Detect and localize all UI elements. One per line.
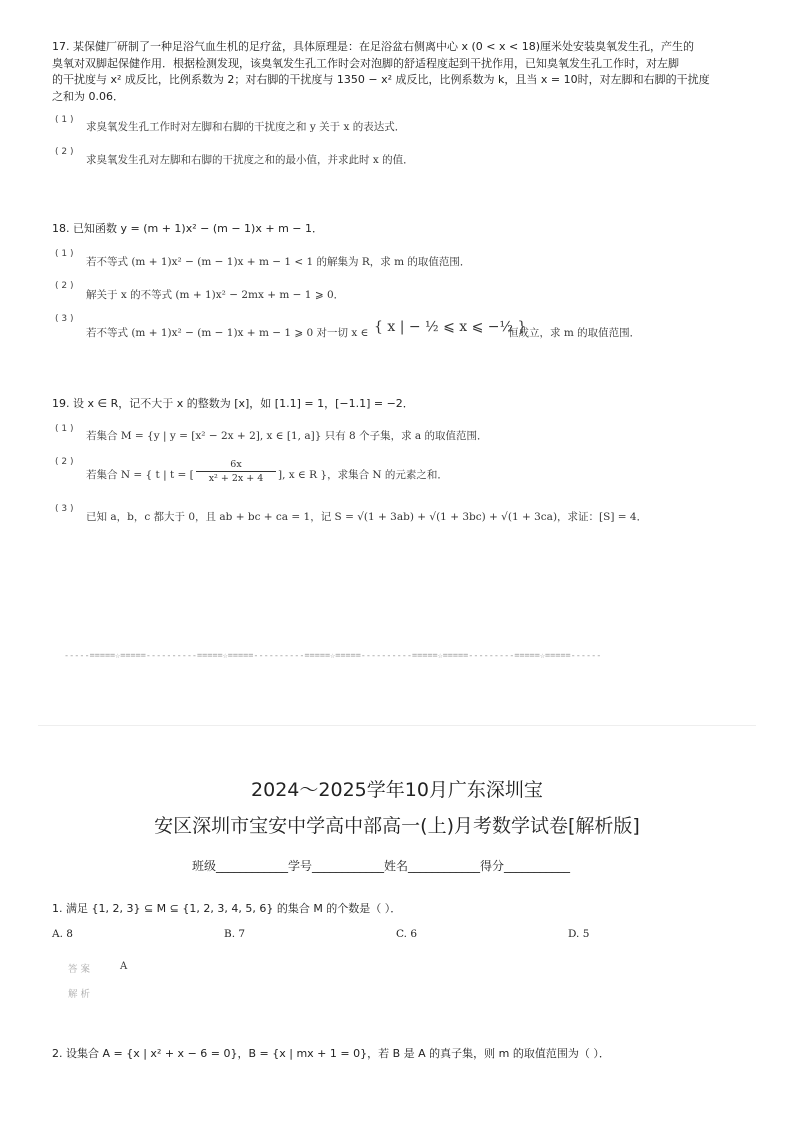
q1-option-c[interactable]: C. 6 [396, 928, 418, 940]
q19-sub3-number: ( 3 ) [55, 504, 74, 514]
q1-answer-value: A [120, 961, 128, 972]
q17-line1: 17. 某保健厂研制了一种足浴气血生机的足疗盆，具体原理是：在足浴盆右侧离中心 x (0 < x < 18)厘米处安装臭氧发生孔，产生的 [52, 40, 694, 53]
q18-sub1-text: 若不等式 (m + 1)x² − (m − 1)x + m − 1 < 1 的解集为 R，求 m 的取值范围． [86, 256, 471, 268]
q1-option-b[interactable]: B. 7 [224, 928, 246, 940]
page-title-line1: 2024～2025学年10月广东深圳宝 [251, 779, 543, 801]
q19-sub1-number: ( 1 ) [55, 424, 74, 434]
q19-sub3-text: 已知 a，b，c 都大于 0，且 ab + bc + ca = 1，记 S = √(1 + 3ab) + √(1 + 3bc) + √(1 + 3ca)，求证：[S] = 4． [86, 511, 648, 523]
q17-line4: 之和为 0.06． [52, 89, 124, 103]
q18-sub3-set: { x | − ½ ⩽ x ⩽ −½ } [374, 319, 527, 335]
q19-sub2-text-a: 若集合 N = { t | t = [ [86, 469, 194, 481]
q2-stem: 2. 设集合 A = {x | x² + x − 6 = 0}，B = {x | mx + 1 = 0}，若 B 是 A 的真子集，则 m 的取值范围为（ ）． [52, 1047, 610, 1060]
q17-sub2-text: 求臭氧发生孔对左脚和右脚的干扰度之和的最小值，并求此时 x 的值． [86, 154, 414, 166]
q17-stem [52, 39, 748, 105]
q1-answer-label: 答案 [68, 964, 94, 975]
q1-option-a[interactable]: A. 8 [52, 928, 73, 940]
section-divider: -----=====☆=====----------=====☆=====----------=====☆=====----------=====☆=====---------=====☆=====------ [64, 651, 602, 661]
q17-line2: 臭氧对双脚起保健作用．根据检测发现，该臭氧发生孔工作时会对泡脚的舒适程度起到干扰作用，已知臭氧发生孔工作时，对左脚 [52, 56, 679, 70]
q19-sub2-text-b: ], x ∈ R }，求集合 N 的元素之和． [278, 469, 448, 481]
q1-option-d[interactable]: D. 5 [568, 928, 590, 940]
q18-sub3-number: ( 3 ) [55, 314, 74, 324]
q17-sub1-number: ( 1 ) [55, 115, 74, 125]
q18-sub2-text: 解关于 x 的不等式 (m + 1)x² − 2mx + m − 1 ⩾ 0． [86, 289, 345, 301]
q1-stem: 1. 满足 {1, 2, 3} ⊆ M ⊆ {1, 2, 3, 4, 5, 6} 的集合 M 的个数是（ ）． [52, 902, 402, 915]
q18-sub3-text-a: 若不等式 (m + 1)x² − (m − 1)x + m − 1 ⩾ 0 对一切 x ∈ [86, 327, 369, 339]
page-title-line2: 安区深圳市宝安中学高中部高一(上)月考数学试卷[解析版] [154, 815, 640, 837]
q19-stem: 19. 设 x ∈ R，记不大于 x 的整数为 [x]，如 [1.1] = 1，[−1.1] = −2． [52, 397, 414, 410]
q18-sub2-number: ( 2 ) [55, 281, 74, 291]
q18-stem: 18. 已知函数 y = (m + 1)x² − (m − 1)x + m − 1． [52, 222, 323, 235]
q18-sub1-number: ( 1 ) [55, 249, 74, 259]
q17-line3: 的干扰度与 x² 成反比，比例系数为 2；对右脚的干扰度与 1350 − x² 成反比，比例系数为 k，且当 x = 10时，对左脚和右脚的干扰度 [52, 73, 710, 86]
page-break-line [38, 725, 756, 726]
q19-sub2-fraction [196, 458, 276, 485]
q18-sub3-text-b: 恒成立，求 m 的取值范围． [508, 327, 641, 339]
q19-sub2-fraction-denominator: x² + 2x + 4 [208, 473, 264, 484]
q19-sub1-text: 若集合 M = {y | y = [x² − 2x + 2], x ∈ [1, a]} 只有 8 个子集，求 a 的取值范围． [86, 430, 488, 442]
student-info-fields: 班级____________学号____________姓名____________得分___________ [192, 859, 571, 873]
q19-sub2-fraction-numerator: 6x [196, 458, 276, 472]
q17-sub1-text: 求臭氧发生孔工作时对左脚和右脚的干扰度之和 y 关于 x 的表达式． [86, 121, 406, 133]
q1-analysis-label: 解析 [68, 989, 94, 1000]
q19-sub2-number: ( 2 ) [55, 457, 74, 467]
q17-sub2-number: ( 2 ) [55, 147, 74, 157]
